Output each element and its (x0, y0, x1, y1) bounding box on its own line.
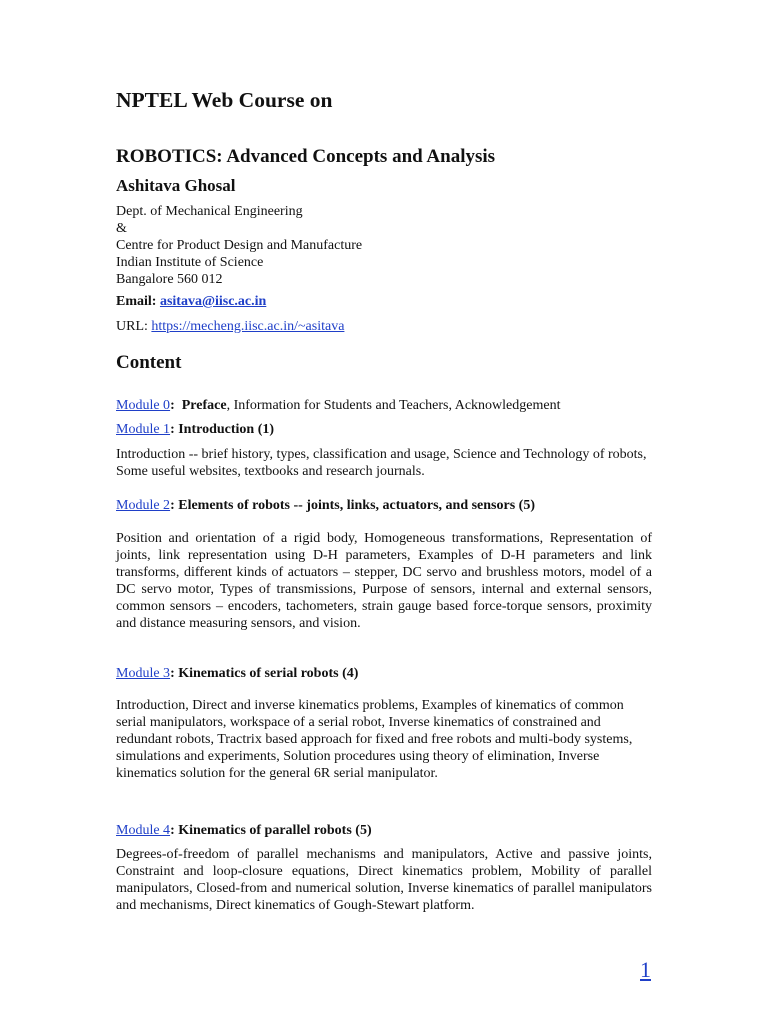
url-link[interactable]: https://mecheng.iisc.ac.in/~asitava (151, 319, 345, 334)
module-1-description: Introduction -- brief history, types, classification and usage, Science and Technology of robots, Some useful websites, textbooks and research journals. (116, 447, 647, 479)
address-line: Bangalore 560 012 (116, 272, 223, 287)
module-0-sep: : (170, 398, 175, 413)
module-4-description: Degrees-of-freedom of parallel mechanisms and manipulators, Active and passive joints, Constraint and loop-closure equations, Direct kinematics problem, Mobility of parallel manipulators, Closed-from and numerical solution, Inverse kinematics of parallel manipulators and mechanisms, Direct kinematics of Gough-Stewart platform. (116, 847, 652, 913)
module-4-heading (116, 822, 372, 839)
module-2-sep: : (170, 498, 175, 513)
module-3-heading (116, 665, 358, 682)
module-2-description: Position and orientation of a rigid body, Homogeneous transformations, Representation of joints, link representation using D-H parameters, Examples of D-H parameters and link transforms, different kinds of actuators – stepper, DC servo and brushless motors, model of a DC servo motor, Types of transmissions, Purpose of sensors, internal and external sensors, common sensors – encoders, tachometers, strain gauge based force-torque sensors, proximity and distance measuring sensors, and vision. (116, 531, 652, 631)
url-label: URL: (116, 319, 148, 334)
module-0-heading (116, 397, 560, 414)
module-0-link[interactable]: Module 0 (116, 398, 171, 413)
module-0-rest: , Information for Students and Teachers, Acknowledgement (226, 398, 561, 413)
module-3-link[interactable]: Module 3 (116, 666, 171, 681)
content-heading: Content (116, 352, 182, 373)
page-number: 1 (640, 957, 651, 982)
address-line: & (116, 221, 127, 236)
module-4-title: Kinematics of parallel robots (5) (178, 823, 372, 838)
email-line (116, 293, 266, 310)
module-1-sep: : (170, 422, 175, 437)
url-line (116, 318, 344, 335)
module-4-link[interactable]: Module 4 (116, 823, 171, 838)
module-2-title: Elements of robots -- joints, links, actuators, and sensors (5) (178, 498, 535, 513)
module-4-sep: : (170, 823, 175, 838)
module-1-title: Introduction (1) (178, 422, 275, 437)
email-label: Email: (116, 294, 157, 309)
course-line-heading: NPTEL Web Course on (116, 88, 333, 112)
module-1-heading (116, 421, 274, 438)
address-block (116, 203, 362, 288)
address-line: Dept. of Mechanical Engineering (116, 204, 303, 219)
course-title: ROBOTICS: Advanced Concepts and Analysis (116, 146, 496, 167)
address-line: Indian Institute of Science (116, 255, 264, 270)
module-0-title: Preface (181, 398, 227, 413)
module-2-link[interactable]: Module 2 (116, 498, 171, 513)
author-name: Ashitava Ghosal (116, 176, 236, 195)
module-3-sep: : (170, 666, 175, 681)
email-link[interactable]: asitava@iisc.ac.in (159, 294, 267, 309)
module-3-description: Introduction, Direct and inverse kinematics problems, Examples of kinematics of common serial manipulators, workspace of a serial robot, Inverse kinematics of constrained and redundant robots, Tractrix based approach for fixed and free robots and multi-body systems, simulations and experiments, Solution procedures using theory of elimination, Inverse kinematics solution for the general 6R serial manipulator. (116, 698, 633, 781)
module-1-link[interactable]: Module 1 (116, 422, 171, 437)
module-2-heading (116, 497, 535, 514)
address-line: Centre for Product Design and Manufacture (116, 238, 363, 253)
module-3-title: Kinematics of serial robots (4) (178, 666, 359, 681)
